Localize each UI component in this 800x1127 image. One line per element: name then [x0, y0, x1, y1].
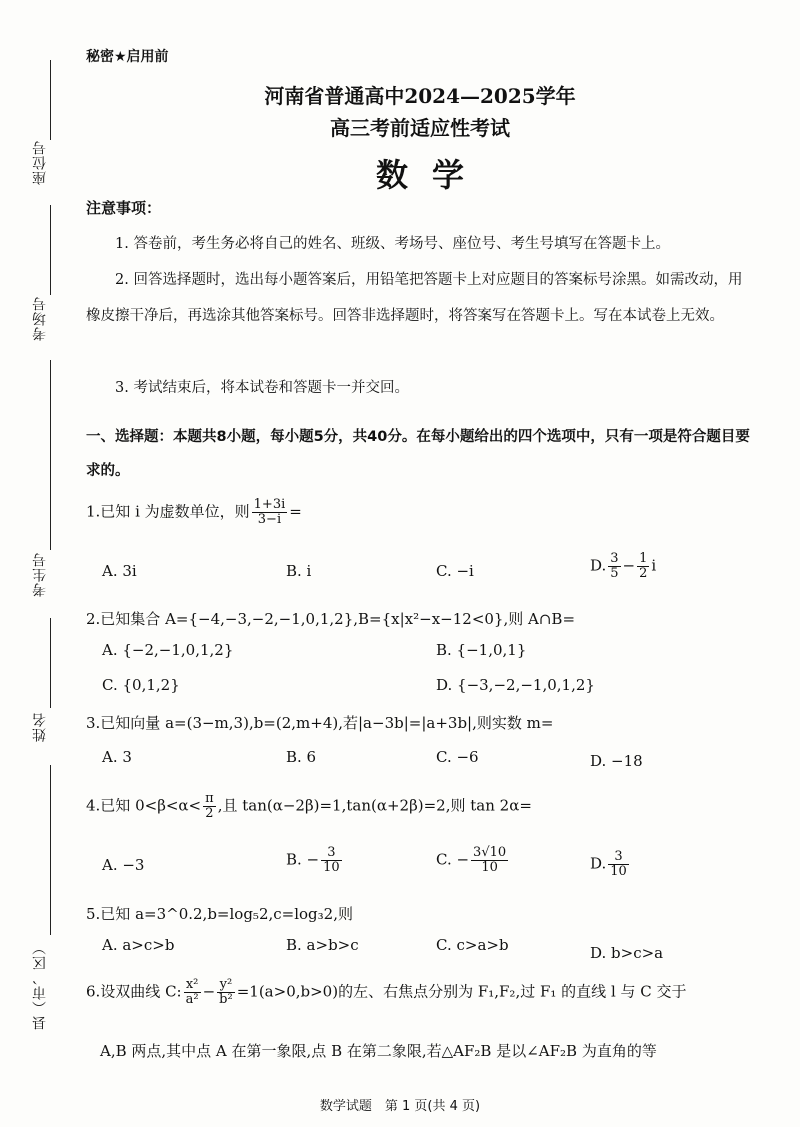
subject-title: 数学 [375, 156, 488, 194]
question-1: 1.已知 i 为虚数单位，则 $\frac{1+3i}{3-i}$ = [86, 497, 302, 527]
section-1-instructions: 一、选择题：本题共8小题，每小题5分，共40分。在每小题给出的四个选项中，只有一项是符合题目要求的。 [86, 429, 750, 479]
q3-option-d: D. −18 [590, 752, 643, 770]
name-label: 姓名 [32, 712, 48, 742]
q5-option-b: B. a>b>c [286, 936, 359, 954]
room-label: 考场号 [32, 296, 48, 341]
exam-title-line2: 高三考前适应性考试 [330, 116, 510, 140]
notice-item-3: 3. 考试结束后，将本试卷和答题卡一并交回。 [115, 380, 409, 396]
q1-stem-pre: 1.已知 i 为虚数单位，则 [86, 502, 250, 521]
q4-option-a: A. −3 [102, 856, 145, 874]
exam-title-line1: 河南省普通高中2024—2025学年 [264, 84, 576, 108]
side-line-2 [50, 205, 51, 295]
side-line-4 [50, 618, 51, 708]
q5-option-d: D. b>c>a [590, 944, 664, 962]
notice-item-2: 2. 回答选择题时，选出每小题答案后，用铅笔把答题卡上对应题目的答案标号涂黑。如需改动，用橡皮擦干净后，再选涂其他答案标号。回答非选择题时，将答案写在答题卡上。写在本试卷上无效。 [86, 272, 743, 324]
page-footer: 数学试题 第 1 页(共 4 页) [319, 1099, 481, 1114]
question-4: 4.已知 0<β<α< $\frac{\pi}{2}$ ,且 tan(α−2β)=1,tan(α+2β)=2,则 tan 2α= [86, 791, 532, 821]
q5-option-c: C. c>a>b [436, 936, 509, 954]
q1-fraction: $\frac{1+3i}{3-i}$ [253, 497, 286, 527]
q3-option-b: B. 6 [286, 748, 317, 766]
q4-option-c: C. − $\frac{3√10}{10}$ [436, 845, 507, 875]
question-6-line2: A,B 两点,其中点 A 在第一象限,点 B 在第二象限,若△AF₂B 是以∠AF₂B 为直角的等 [100, 1042, 657, 1060]
q2-option-a: A. {−2,−1,0,1,2} [102, 641, 234, 659]
q2-option-b: B. {−1,0,1} [436, 641, 527, 659]
notice-heading: 注意事项： [86, 199, 162, 217]
q4-fraction: $\frac{\pi}{2}$ [205, 791, 214, 821]
q5-option-a: A. a>c>b [102, 936, 175, 954]
secret-mark: 秘密★启用前 [86, 49, 169, 65]
q3-option-c: C. −6 [436, 748, 479, 766]
exam-no-label: 考生号 [32, 552, 48, 597]
county-label: 县（市、区） [32, 940, 48, 1030]
q1-option-a: A. 3i [102, 562, 137, 580]
question-6: 6.设双曲线 C: $\frac{\text{x²}}{\text{a²}}$ − $\frac{\text{y²}}{\text{b²}}$ =1(a>0,b>0)的左、右焦点分别为 F₁,F₂,过 F₁ 的直线 l 与 C 交于 [86, 977, 687, 1007]
q3-option-a: A. 3 [102, 748, 132, 766]
question-2: 2.已知集合 A={−4,−3,−2,−1,0,1,2},B={x|x²−x−12<0},则 A∩B= [86, 610, 576, 628]
q1-option-d: D. $\frac{3}{5}$ − $\frac{1}{2}$ i [590, 551, 657, 581]
q4-option-b: B. − $\frac{3}{10}$ [286, 845, 340, 875]
seat-label: 座位号 [32, 140, 48, 185]
question-5: 5.已知 a=3^0.2,b=log₅2,c=log₃2,则 [86, 905, 353, 923]
question-3: 3.已知向量 a=(3−m,3),b=(2,m+4),若|a−3b|=|a+3b|,则实数 m= [86, 714, 554, 732]
q1-option-c: C. −i [436, 562, 474, 580]
notice-item-1: 1. 答卷前，考生务必将自己的姓名、班级、考场号、座位号、考生号填写在答题卡上。 [115, 236, 670, 252]
q4-option-d: D. $\frac{3}{10}$ [590, 849, 627, 879]
side-line-3 [50, 360, 51, 550]
q2-option-d: D. {−3,−2,−1,0,1,2} [436, 676, 595, 694]
side-line-5 [50, 765, 51, 935]
q2-option-c: C. {0,1,2} [102, 676, 180, 694]
q1-option-b: B. i [286, 562, 312, 580]
